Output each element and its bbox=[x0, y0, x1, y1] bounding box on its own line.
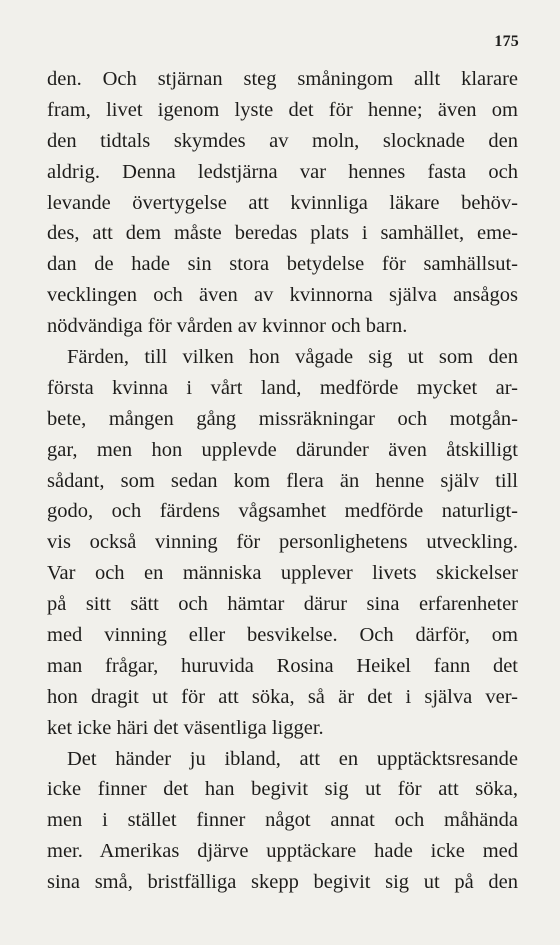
text-line: Var och en människa upplever livets skickelser bbox=[47, 562, 518, 585]
text-line: sina små, bristfälliga skepp begivit sig ut på den bbox=[47, 871, 518, 894]
text-line: mer. Amerikas djärve upptäckare hade icke med bbox=[47, 840, 518, 863]
text-line: första kvinna i vårt land, medförde mycket ar- bbox=[47, 376, 518, 399]
text-line: ket icke häri det väsentliga ligger. bbox=[47, 716, 324, 739]
text-line: vis också vinning för personlighetens utveckling. bbox=[47, 531, 518, 554]
text-line: man frågar, huruvida Rosina Heikel fann det bbox=[47, 654, 518, 677]
body-text bbox=[47, 64, 518, 898]
text-line: bete, mången gång missräkningar och motgån- bbox=[47, 407, 518, 430]
text-line: aldrig. Denna ledstjärna var hennes fasta och bbox=[47, 160, 518, 183]
page-number: 175 bbox=[494, 33, 519, 50]
text-line: med vinning eller besvikelse. Och därför, om bbox=[47, 624, 518, 647]
text-line: den tidtals skymdes av moln, slocknade den bbox=[47, 129, 518, 152]
text-line: gar, men hon upplevde därunder även åtskilligt bbox=[47, 438, 518, 461]
text-line: nödvändiga för vården av kvinnor och barn. bbox=[47, 315, 408, 338]
text-line: godo, och färdens vågsamhet medförde naturligt- bbox=[47, 500, 518, 523]
text-line: icke finner det han begivit sig ut för att söka, bbox=[47, 778, 518, 801]
text-line: levande övertygelse att kvinnliga läkare behöv- bbox=[47, 191, 518, 214]
text-line: sådant, som sedan kom flera än henne själv till bbox=[47, 469, 518, 492]
text-line: men i stället finner något annat och måhända bbox=[47, 809, 518, 832]
text-line: Det händer ju ibland, att en upptäcktsresande bbox=[67, 747, 518, 770]
text-line: Färden, till vilken hon vågade sig ut som den bbox=[67, 346, 518, 369]
text-line: fram, livet igenom lyste det för henne; även om bbox=[47, 98, 518, 121]
text-line: hon dragit ut för att söka, så är det i själva ver- bbox=[47, 685, 518, 708]
text-line: på sitt sätt och hämtar därur sina erfarenheter bbox=[47, 593, 518, 616]
text-line: den. Och stjärnan steg småningom allt klarare bbox=[47, 68, 518, 90]
text-line: dan de hade sin stora betydelse för samhällsut- bbox=[47, 253, 518, 276]
text-line: des, att dem måste beredas plats i samhället, eme- bbox=[47, 222, 518, 245]
text-line: vecklingen och även av kvinnorna själva ansågos bbox=[47, 284, 518, 307]
